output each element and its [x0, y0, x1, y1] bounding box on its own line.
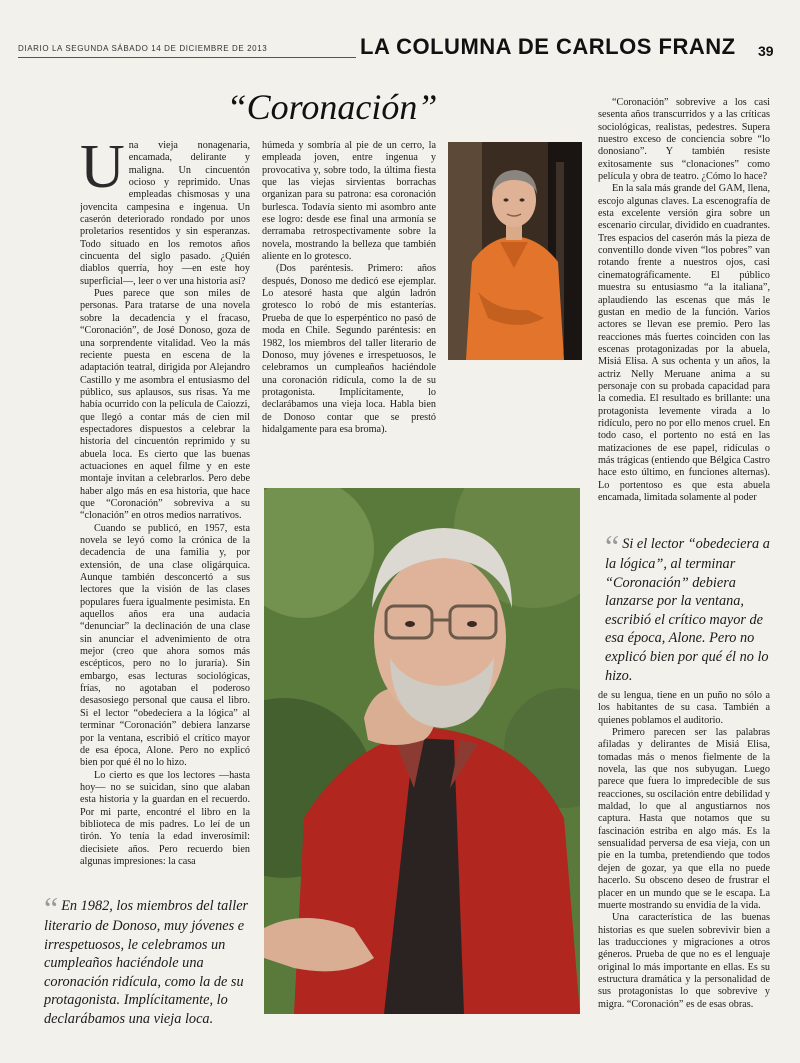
drop-cap: U [80, 140, 125, 201]
quote-mark-icon: “ [605, 528, 620, 564]
article-paragraph: En la sala más grande del GAM, llena, escojo algunas claves. La escenografía de esta excelente versión gira sobre un escenario circular, dividido en cuadrantes. Tres espacios del caserón más la pieza de conventillo donde viven “los pobres” van rotando frente a nuestros ojos, casi cinematográficamente. El público muestra su entusiasmo “a la italiana”, aplaudiendo las escenas que más le gustan en medio de la función. Varios actores se llevan ese premio. Pero las reacciones más fuertes coinciden con las escenas protagonizadas por la abuela, Misiá Elisa. A sus ochenta y un años, la actriz Nelly Meruane anima a su personaje con su probada capacidad para la comedia. El resultado es brillante: una protagonista levemente virada a lo ridículo, pero no por ello menos cruel. En todo caso, el portento no está en las matizaciones de ese papel, ridículas o más trágicas (entiendo que Bélgica Castro hace esto último, en funciones alternas). Lo portentoso es que esta abuela encamada, limitada solamente al poder [598, 183, 770, 503]
article-paragraph: Pues parece que son miles de personas. Para tratarse de una novela sobre la decadencia y el fracaso, “Coronación”, de José Donoso, goza de una sorprendente vitalidad. Veo la más reciente puesta en escena de la adaptación teatral, dirigida por Alejandro Castillo y me asombra el entusiasmo del público, sus aplausos, sus risas. Ya me había ocurrido con la película de Caiozzi, que llegó a contar más de cien mil espectadores dispuestos a celebrar la historia del cincuentón reprimido y su abuela loca. Es cierto que las buenas actuaciones en aquel filme y en este montaje invitan a celebrarlos. Pero debe haber algo más en esa historia, que hace que “Coronación” sobreviva a su “clonación” en otros medios narrativos. [80, 288, 250, 522]
article-paragraph: Una vieja nonagenaria, encamada, delirante y maligna. Un cincuentón ocioso y reprimido. Unas empleadas chismosas y una jovencita campesina e ingenua. Un caserón deteriorado rondado por unos proletarios resentidos y sin esperanzas. Todo situado en los remotos años cincuenta del siglo pasado. ¿Quién diablos querría, hoy —en este hoy superficial—, leer o ver una historia así? [80, 140, 250, 287]
article-paragraph: Una característica de las buenas historias es que suelen sobrevivir bien a las traducciones y migraciones a otros géneros. Prueba de que no es el lenguaje original lo más importante en ellas. Es su estructura dramática y la personalidad de sus protagonistas lo que sobrevive y migra. “Coronación” es de esas obras. [598, 912, 770, 1010]
article-paragraph: Lo cierto es que los lectores —hasta hoy— no se suicidan, sino que alaban esta historia y la guardan en el recuerdo. Por mi parte, encontré el libro en la biblioteca de mis padres. Lo leí de un tirón. Yo tenía la edad inverosímil: diecisiete años. Pero recuerdo bien algunas impresiones: la casa [80, 769, 250, 867]
page-number: 39 [758, 43, 774, 59]
article-paragraph: (Dos paréntesis. Primero: años después, Donoso me dedicó ese ejemplar. Lo atesoré hasta que algún ladrón grotesco lo robó de mis estanterías. Prueba de que lo esperpéntico no pasó de moda en Chile. Segundo paréntesis: en 1982, los miembros del taller literario de Donoso, muy jóvenes e irrespetuosos, le celebramos un cumpleaños haciéndole una coronación ridícula, como la de su protagonista. Implícitamente, lo declarábamos una vieja loca. Habla bien de Donoso contar que se prestó hidalgamente para esa broma). [262, 263, 436, 435]
author-photo [448, 142, 582, 360]
article-column-1 [80, 140, 250, 888]
section-title: LA COLUMNA DE CARLOS FRANZ [360, 34, 736, 59]
donoso-portrait-icon [264, 488, 580, 1014]
quote-mark-icon: “ [44, 890, 59, 926]
pull-quote-text: En 1982, los miembros del taller literario de Donoso, muy jóvenes e irrespetuosos, le celebramos un cumpleaños haciéndole una coronación ridícula, como la de su protagonista. Implícitamente, lo declarábamos una vieja loca. [44, 898, 249, 1027]
header-date: DIARIO LA SEGUNDA SÁBADO 14 DE DICIEMBRE DE 2013 [18, 44, 268, 53]
donoso-photo [264, 488, 580, 1014]
article-column-3-top [598, 97, 770, 521]
pull-quote-text: Si el lector “obedeciera a la lógica”, al terminar “Coronación” debiera lanzarse por la ventana, escribió el crítico mayor de esa época, Alone. Pero no explicó bien por qué él no lo hizo. [605, 536, 770, 684]
pull-quote-left [44, 890, 254, 1029]
article-paragraph: de su lengua, tiene en un puño no sólo a los habitantes de su casa. También a quienes poblamos el auditorio. [598, 690, 770, 726]
article-paragraph: Primero parecen ser las palabras afiladas y delirantes de Misiá Elisa, tomadas más o menos fielmente de la novela, las que nos subyugan. Luego parece que fuera lo impredecible de sus reacciones, su oscilación entre debilidad y maldad, lo que al angustiarnos nos captura. Hasta que notamos que su fascinación estriba en algo más. Es la sensualidad perversa de esa vieja, con un pie en la tumba, pretendiendo que todos dejen de gozar, ya que ella no puede hacerlo. Su obsceno deseo de frustrar el placer en un mundo que se le escapa. La muerte mostrando su envidia de la vida. [598, 727, 770, 911]
article-column-3-bottom [598, 690, 770, 1016]
pull-quote-right [605, 528, 777, 685]
article-column-2 [262, 140, 436, 480]
article-paragraph: Cuando se publicó, en 1957, esta novela se leyó como la crónica de la decadencia de una familia y, por extensión, de una clase oligárquica. Aunque también desconcertó a sus lectores que la visión de las clases populares fuera igualmente pesimista. En aquellos años era una audacia “denunciar” la declinación de una clase sin anunciar el advenimiento de otra mejor (creo que ahora somos más escépticos, pero no lo juraría). Sin embargo, esas lecturas sociológicas, frías, no agotaban el poderoso desasosiego personal que causa el libro. Si el lector “obedeciera a la lógica” al terminar “Coronación” debiera lanzarse por la ventana, escribió el crítico mayor de esa época, Alone. Pero no explicó bien por qué él no lo hizo. [80, 522, 250, 769]
author-portrait-icon [448, 142, 582, 360]
header-rule [18, 57, 356, 58]
headline: “Coronación” [226, 87, 438, 127]
article-paragraph: húmeda y sombría al pie de un cerro, la empleada joven, entre ingenua y provocativa y, sobre todo, la última fiesta que las viejas sirvientas borrachas organizan para su patrona: esa coronación burlesca. Todavía siento mi asombro ante ese logro: desde ese final una armonía se derramaba retrospectivamente sobre la novela, mostrando la belleza que también aliente en lo grotesco. [262, 140, 436, 263]
article-paragraph: “Coronación” sobrevive a los casi sesenta años transcurridos y a las críticas sociológicas, realistas, pedestres. Supera nuestro exceso de conciencia sobre “lo donosiano”. Y también resiste exitosamente sus “clonaciones” como película y obra de teatro. ¿Cómo lo hace? [598, 97, 770, 183]
